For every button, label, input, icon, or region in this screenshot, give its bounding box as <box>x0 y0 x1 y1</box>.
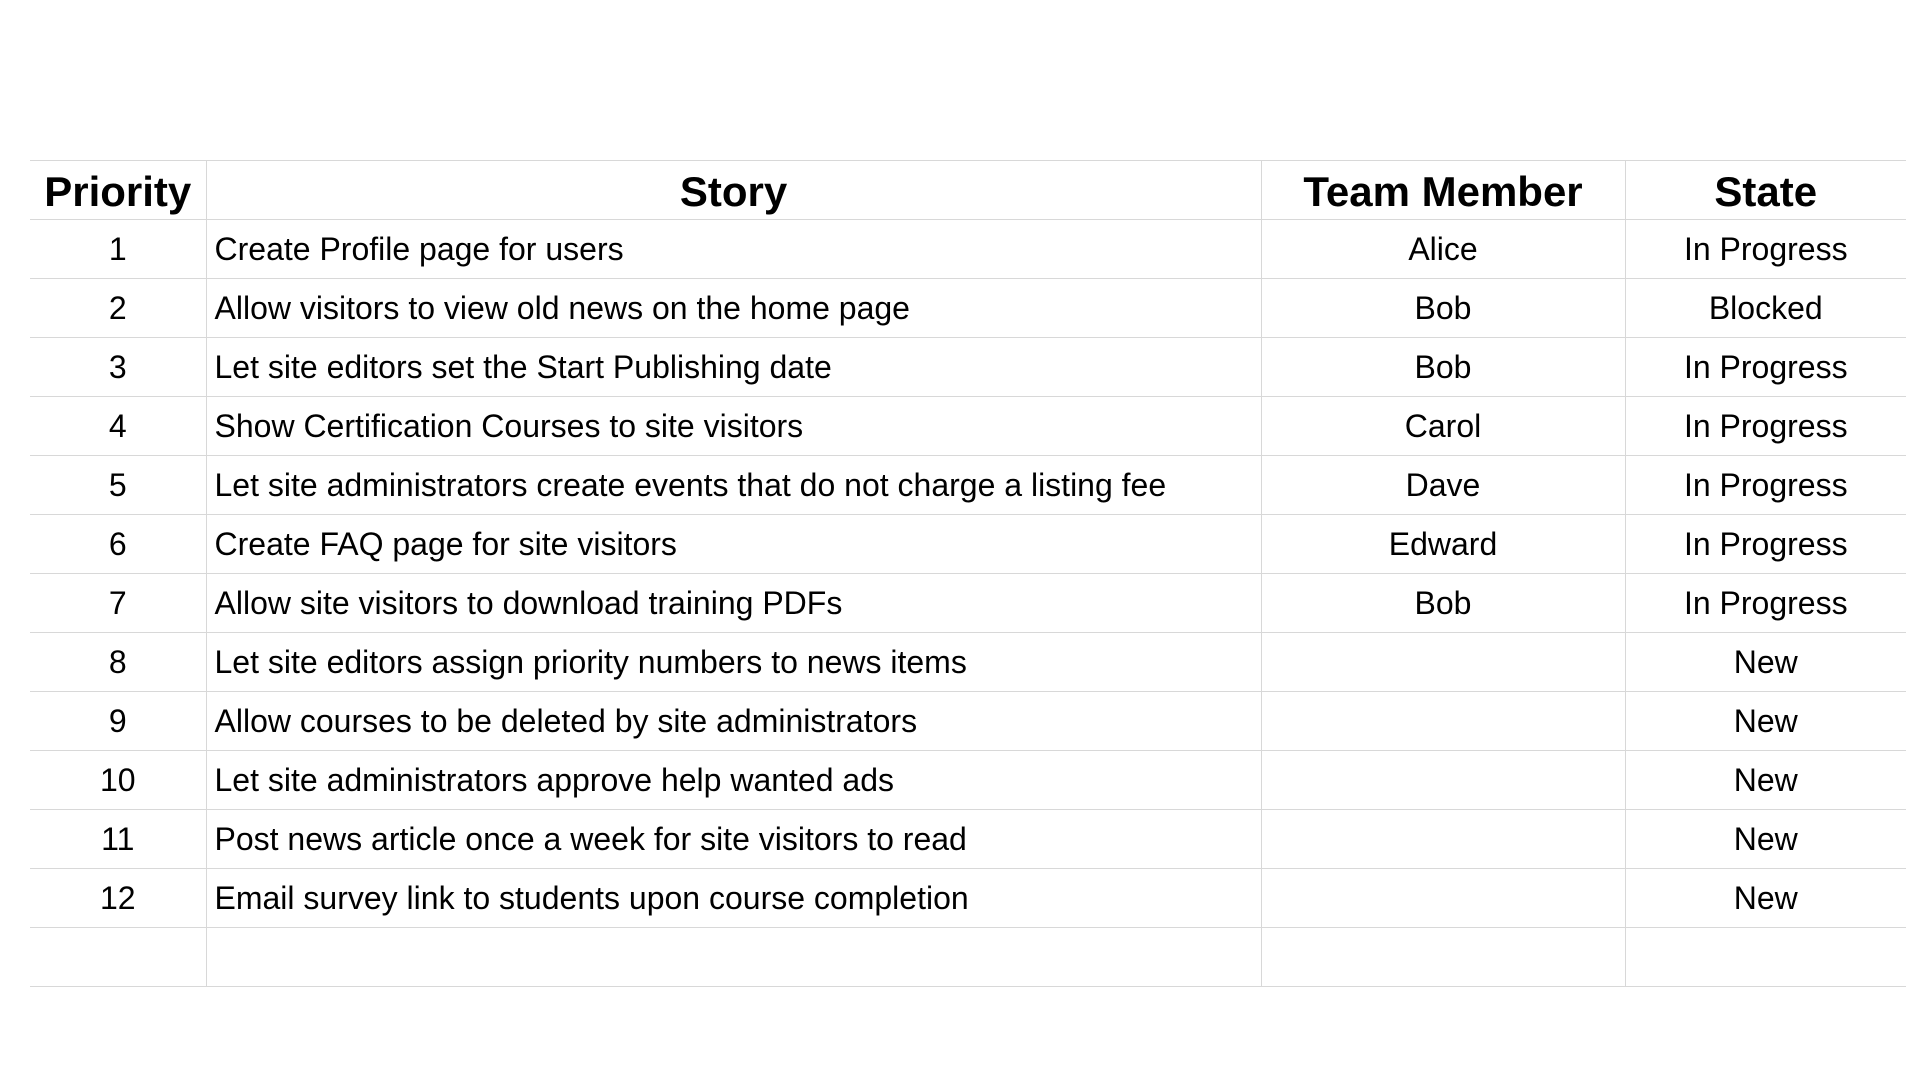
empty-cell <box>1261 928 1625 987</box>
state-cell: New <box>1625 633 1906 692</box>
table-row <box>30 810 1906 869</box>
state-cell: Blocked <box>1625 279 1906 338</box>
empty-cell <box>206 928 1261 987</box>
story-cell: Create Profile page for users <box>206 220 1261 279</box>
backlog-sheet <box>30 160 1906 950</box>
state-cell: In Progress <box>1625 456 1906 515</box>
state-cell: New <box>1625 692 1906 751</box>
empty-cell <box>30 928 206 987</box>
header-priority: Priority <box>30 161 206 220</box>
table-row <box>30 869 1906 928</box>
team-member-cell <box>1261 869 1625 928</box>
team-member-cell <box>1261 633 1625 692</box>
state-cell: In Progress <box>1625 574 1906 633</box>
empty-cell <box>1625 928 1906 987</box>
partial-row <box>30 928 1906 987</box>
priority-cell: 6 <box>30 515 206 574</box>
priority-cell: 10 <box>30 751 206 810</box>
state-cell: In Progress <box>1625 397 1906 456</box>
table-row <box>30 338 1906 397</box>
backlog-table <box>30 160 1906 987</box>
table-row <box>30 574 1906 633</box>
team-member-cell: Edward <box>1261 515 1625 574</box>
priority-cell: 1 <box>30 220 206 279</box>
story-cell: Let site editors set the Start Publishing date <box>206 338 1261 397</box>
priority-cell: 7 <box>30 574 206 633</box>
story-cell: Post news article once a week for site visitors to read <box>206 810 1261 869</box>
story-cell: Create FAQ page for site visitors <box>206 515 1261 574</box>
table-row <box>30 692 1906 751</box>
header-row <box>30 161 1906 220</box>
priority-cell: 12 <box>30 869 206 928</box>
priority-cell: 9 <box>30 692 206 751</box>
story-cell: Email survey link to students upon course completion <box>206 869 1261 928</box>
state-cell: New <box>1625 751 1906 810</box>
story-cell: Let site administrators approve help wanted ads <box>206 751 1261 810</box>
table-row <box>30 515 1906 574</box>
table-row <box>30 279 1906 338</box>
priority-cell: 11 <box>30 810 206 869</box>
priority-cell: 4 <box>30 397 206 456</box>
header-state: State <box>1625 161 1906 220</box>
story-cell: Allow visitors to view old news on the home page <box>206 279 1261 338</box>
table-row <box>30 633 1906 692</box>
team-member-cell <box>1261 692 1625 751</box>
team-member-cell <box>1261 751 1625 810</box>
story-cell: Let site editors assign priority numbers to news items <box>206 633 1261 692</box>
team-member-cell <box>1261 810 1625 869</box>
team-member-cell: Carol <box>1261 397 1625 456</box>
team-member-cell: Bob <box>1261 279 1625 338</box>
team-member-cell: Bob <box>1261 338 1625 397</box>
table-row <box>30 220 1906 279</box>
story-cell: Allow courses to be deleted by site administrators <box>206 692 1261 751</box>
header-team-member: Team Member <box>1261 161 1625 220</box>
priority-cell: 3 <box>30 338 206 397</box>
priority-cell: 8 <box>30 633 206 692</box>
state-cell: New <box>1625 869 1906 928</box>
state-cell: New <box>1625 810 1906 869</box>
state-cell: In Progress <box>1625 515 1906 574</box>
state-cell: In Progress <box>1625 338 1906 397</box>
table-row <box>30 397 1906 456</box>
header-story: Story <box>206 161 1261 220</box>
team-member-cell: Alice <box>1261 220 1625 279</box>
table-row <box>30 751 1906 810</box>
table-row <box>30 456 1906 515</box>
story-cell: Allow site visitors to download training PDFs <box>206 574 1261 633</box>
priority-cell: 2 <box>30 279 206 338</box>
story-cell: Show Certification Courses to site visitors <box>206 397 1261 456</box>
story-cell: Let site administrators create events that do not charge a listing fee <box>206 456 1261 515</box>
team-member-cell: Bob <box>1261 574 1625 633</box>
priority-cell: 5 <box>30 456 206 515</box>
team-member-cell: Dave <box>1261 456 1625 515</box>
state-cell: In Progress <box>1625 220 1906 279</box>
